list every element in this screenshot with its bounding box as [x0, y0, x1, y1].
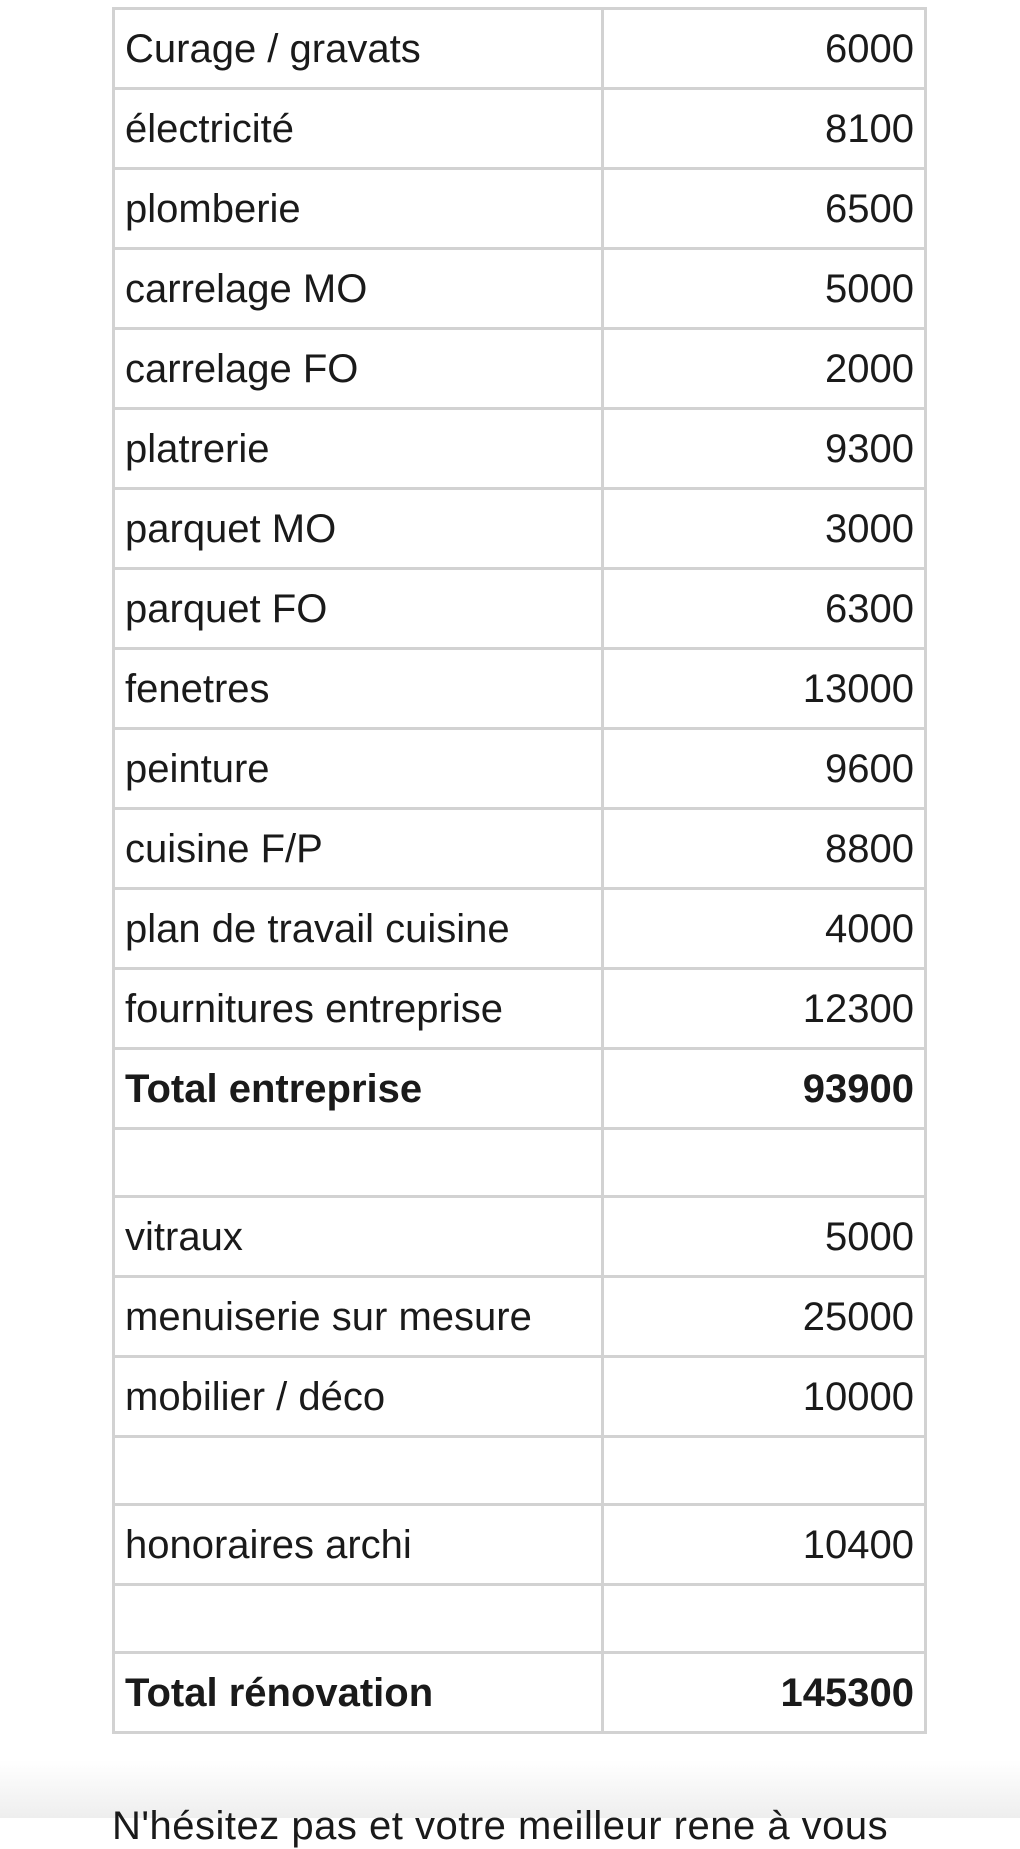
row-label: fenetres: [114, 649, 603, 729]
total-entreprise-row: [114, 1049, 926, 1129]
row-label: [114, 1585, 603, 1653]
row-label: cuisine F/P: [114, 809, 603, 889]
row-label: mobilier / déco: [114, 1357, 603, 1437]
row-value: 6500: [603, 169, 926, 249]
table-row: [114, 1277, 926, 1357]
row-label: fournitures entreprise: [114, 969, 603, 1049]
table-row: [114, 329, 926, 409]
row-label: plan de travail cuisine: [114, 889, 603, 969]
row-label: carrelage MO: [114, 249, 603, 329]
row-value: 12300: [603, 969, 926, 1049]
total-entreprise-value: 93900: [603, 1049, 926, 1129]
table-row: [114, 969, 926, 1049]
budget-table-container: [112, 7, 924, 1734]
row-value: 9600: [603, 729, 926, 809]
row-label: platrerie: [114, 409, 603, 489]
table-row: [114, 249, 926, 329]
table-row: [114, 809, 926, 889]
empty-row: [114, 1585, 926, 1653]
bottom-overlay: [0, 1760, 1020, 1848]
table-row: [114, 169, 926, 249]
table-row: [114, 1197, 926, 1277]
total-entreprise-label: Total entreprise: [114, 1049, 603, 1129]
budget-table: [112, 7, 927, 1734]
row-value: [603, 1585, 926, 1653]
row-value: 4000: [603, 889, 926, 969]
row-value: 8100: [603, 89, 926, 169]
row-label: carrelage FO: [114, 329, 603, 409]
row-value: 5000: [603, 249, 926, 329]
row-label: peinture: [114, 729, 603, 809]
row-label: parquet MO: [114, 489, 603, 569]
table-row: [114, 889, 926, 969]
total-renovation-value: 145300: [603, 1653, 926, 1733]
table-row: [114, 409, 926, 489]
row-value: 10000: [603, 1357, 926, 1437]
row-value: 13000: [603, 649, 926, 729]
row-value: 10400: [603, 1505, 926, 1585]
row-value: 9300: [603, 409, 926, 489]
row-value: 8800: [603, 809, 926, 889]
table-row: [114, 89, 926, 169]
row-value: [603, 1437, 926, 1505]
row-label: plomberie: [114, 169, 603, 249]
empty-row: [114, 1437, 926, 1505]
empty-row: [114, 1129, 926, 1197]
row-value: 25000: [603, 1277, 926, 1357]
row-value: [603, 1129, 926, 1197]
row-value: 2000: [603, 329, 926, 409]
table-row: [114, 729, 926, 809]
table-row: [114, 649, 926, 729]
row-value: 5000: [603, 1197, 926, 1277]
row-label: menuiserie sur mesure: [114, 1277, 603, 1357]
row-label: électricité: [114, 89, 603, 169]
row-value: 6300: [603, 569, 926, 649]
table-row: [114, 489, 926, 569]
table-row: [114, 1357, 926, 1437]
table-row: [114, 569, 926, 649]
row-label: Curage / gravats: [114, 9, 603, 89]
row-value: 6000: [603, 9, 926, 89]
row-label: [114, 1129, 603, 1197]
row-label: [114, 1437, 603, 1505]
table-row: [114, 1505, 926, 1585]
total-renovation-row: [114, 1653, 926, 1733]
row-label: parquet FO: [114, 569, 603, 649]
table-row: [114, 9, 926, 89]
row-label: vitraux: [114, 1197, 603, 1277]
row-label: honoraires archi: [114, 1505, 603, 1585]
cut-off-paragraph: N'hésitez pas et votre meilleur rene à vous: [112, 1804, 889, 1848]
row-value: 3000: [603, 489, 926, 569]
total-renovation-label: Total rénovation: [114, 1653, 603, 1733]
